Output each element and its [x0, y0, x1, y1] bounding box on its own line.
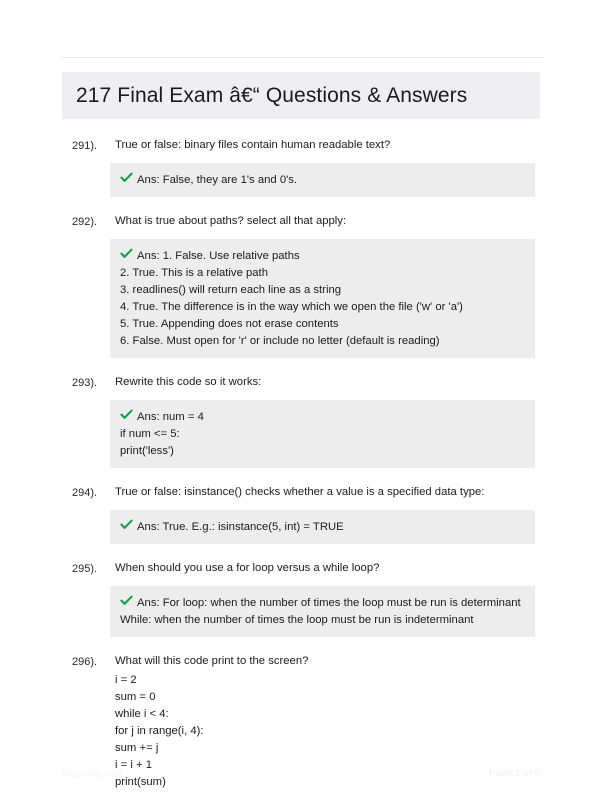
answer-text: Ans: 1. False. Use relative paths [137, 250, 300, 262]
code-line: sum = 0 [115, 691, 156, 703]
question-text: True or false: isinstance() checks whether a value is a specified data type: [115, 486, 485, 498]
code-line: print(sum) [115, 776, 166, 788]
answer-line: 2. True. This is a relative path [120, 267, 268, 279]
question-body [115, 561, 606, 576]
question-number: 293). [72, 377, 98, 389]
question-body [115, 485, 606, 500]
question-item [0, 138, 606, 197]
question-row [0, 214, 606, 230]
answer-text: Ans: num = 4 [137, 411, 204, 423]
answer-line: 3. readlines() will return each line as a string [120, 284, 342, 296]
page-footer [62, 768, 540, 779]
question-item [0, 375, 606, 468]
answer-box [110, 400, 535, 468]
question-number: 296). [72, 656, 98, 668]
page-title: 217 Final Exam â€“ Questions & Answers [76, 83, 468, 107]
question-row [0, 375, 606, 391]
footer-watermark: PaperTitle.com [62, 768, 122, 779]
question-item [0, 485, 606, 544]
answer-line [120, 593, 525, 612]
question-body [115, 375, 606, 390]
answer-text: Ans: False, they are 1's and 0's. [137, 174, 298, 186]
code-line: i = 2 [115, 674, 137, 686]
answer-box [110, 586, 535, 637]
question-text: What will this code print to the screen? [115, 655, 309, 667]
question-row [0, 485, 606, 501]
answer-line: While: when the number of times the loop must be run is indeterminant [120, 614, 474, 626]
question-body [115, 138, 606, 153]
check-icon [120, 247, 133, 260]
question-text: True or false: binary files contain human readable text? [115, 139, 391, 151]
code-line: sum += j [115, 742, 159, 754]
answer-line [120, 517, 525, 536]
answer-text: Ans: For loop: when the number of times the loop must be run is determinant [137, 597, 521, 609]
check-icon [120, 408, 133, 421]
code-line: for j in range(i, 4): [115, 725, 204, 737]
question-row [0, 138, 606, 154]
answer-line [120, 246, 525, 265]
check-icon [120, 518, 133, 531]
question-text: When should you use a for loop versus a while loop? [115, 562, 380, 574]
answer-line: 4. True. The difference is in the way which we open the file ('w' or 'a') [120, 301, 463, 313]
code-line: i = i + 1 [115, 759, 153, 771]
question-item [0, 561, 606, 637]
question-list [0, 138, 606, 808]
question-item [0, 214, 606, 358]
question-number: 292). [72, 216, 98, 228]
question-text: What is true about paths? select all that apply: [115, 215, 347, 227]
question-row [0, 561, 606, 577]
code-line: while i < 4: [115, 708, 169, 720]
answer-box [110, 163, 535, 197]
answer-line [120, 407, 525, 426]
document-title-banner [62, 72, 540, 119]
answer-text: Ans: True. E.g.: isinstance(5, int) = TRUE [137, 521, 344, 533]
footer-page-number: Page 1 of 9 [489, 768, 540, 779]
answer-line [120, 170, 525, 189]
answer-box [110, 510, 535, 544]
answer-line: 6. False. Must open for 'r' or include no letter (default is reading) [120, 335, 440, 347]
question-number: 295). [72, 563, 98, 575]
question-text: Rewrite this code so it works: [115, 376, 262, 388]
answer-line: if num <= 5: [120, 428, 180, 440]
header-divider [62, 57, 545, 58]
answer-line: 5. True. Appending does not erase contents [120, 318, 339, 330]
check-icon [120, 594, 133, 607]
question-number: 294). [72, 487, 98, 499]
question-number: 291). [72, 140, 98, 152]
check-icon [120, 171, 133, 184]
answer-line: print('less') [120, 445, 174, 457]
question-body [115, 214, 606, 229]
answer-box [110, 239, 535, 358]
